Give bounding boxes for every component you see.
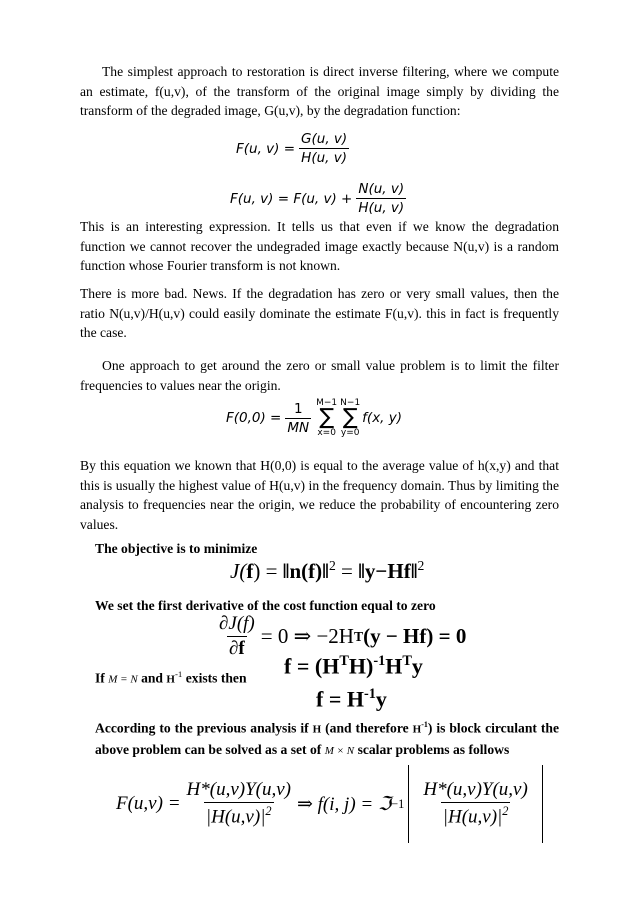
eq3-fraction (285, 401, 311, 436)
eq5-numerator: ∂J(f) (219, 613, 255, 634)
eq3-sigma-y: ∑ (342, 405, 358, 430)
equation-least-squares (284, 653, 423, 679)
condition-line: If M = N and $H^{-1}$ exists then (95, 669, 247, 686)
eq1-lhs: F(u, v) = (236, 140, 296, 157)
eq8-inverse: −1 (391, 796, 405, 811)
eq3-sum-x (316, 398, 337, 438)
eq7-start: f = H (316, 686, 364, 712)
eq8-exp-left: 2 (265, 804, 272, 819)
eq8-lhs: F(u,v) = (116, 793, 181, 814)
objective-label: The objective is to minimize (95, 541, 258, 556)
analysis-h: H (312, 723, 322, 736)
eq5-transpose: T (353, 628, 364, 644)
eq7-inverse: -1 (363, 686, 376, 702)
cond-and: and (141, 670, 163, 686)
eq5-tail: (y − Hf) = 0 (363, 624, 467, 648)
eq8-numerator-left: H*(u,v)Y(u,v) (186, 779, 291, 801)
cond-m-eq-n: M = N (108, 673, 138, 686)
equation-inverse-filter (236, 131, 353, 166)
eq4-exponent-1: 2 (328, 558, 336, 573)
eq7-y: y (375, 686, 387, 712)
eq3-term: f(x, y) (362, 410, 403, 426)
eq6-t1: T (339, 653, 349, 669)
eq3-sum-y-top: N−1 (340, 398, 361, 408)
eq3-sum-y-bottom: y=0 (340, 428, 360, 438)
paragraph-dc-component: By this equation we known that H(0,0) is equal to the average value of h(x,y) and that this is usually the highest value of H(u,v) in the frequency domain. Thus by limiting the analysis to frequencies near the origin, we reduce the probability of encountering zero values. (80, 458, 559, 532)
eq5-middle: = 0 ⇒ −2H (260, 624, 354, 648)
eq2-lhs: F(u, v) = F(u, v) + (230, 190, 353, 207)
paragraph-limit-frequencies: One approach to get around the zero or small value problem is to limit the filter frequencies to values near the origin. (80, 358, 559, 393)
paragraph-interesting-expression: This is an interesting expression. It tells us that even if we know the degradation function we cannot recover the undegraded image exactly because N(u,v) is a random function whose Fourier transform is not known. (80, 219, 559, 273)
eq8-numerator-right: H*(u,v)Y(u,v) (423, 779, 528, 801)
eq8-fraction-left (185, 779, 293, 828)
analysis-h-inv: H (412, 723, 422, 736)
eq4-exponent-2: 2 (417, 558, 425, 573)
eq6-h: H (385, 653, 403, 679)
eq1-denominator: H(u, v) (301, 150, 347, 166)
eq1-fraction (299, 131, 349, 166)
cond-if: If (95, 670, 105, 686)
eq5-fraction (217, 613, 257, 660)
eq3-numerator: 1 (293, 400, 303, 417)
eq3-sigma-x: ∑ (319, 405, 335, 430)
paragraph-inverse-filtering: The simplest approach to restoration is direct inverse filtering, where we compute an estimate, f(u,v), of the transform of the original image simply by dividing the transform of the degraded image, G(u,v), by the degradation function: (80, 64, 559, 118)
analysis-part2: (and therefore (325, 720, 409, 736)
eq8-denominator-right (441, 802, 511, 828)
equation-inverse-solution (316, 686, 387, 712)
equation-noise-term (230, 181, 410, 216)
eq3-denominator: MN (287, 419, 310, 436)
equation-average-value (226, 398, 402, 438)
eq8-exp-right: 2 (502, 804, 509, 819)
eq8-den-left-text: |H(u,v)| (205, 806, 266, 828)
eq6-start: f = (H (284, 653, 340, 679)
eq4-equals: = (265, 559, 278, 583)
eq8-arrow: ⇒ f(i, j) = ℑ (296, 793, 392, 815)
paragraph-block-circulant: According to the previous analysis if H (and therefore $H^{-1}$) is block circulant the above problem can be solved as a set of M × N scalar problems as follows (95, 720, 559, 758)
eq2-fraction (356, 181, 406, 216)
eq3-lhs: F(0,0) = (226, 410, 282, 426)
eq2-denominator: H(u, v) (358, 200, 405, 216)
eq6-inverse: -1 (373, 653, 386, 669)
eq8-denominator-left (204, 802, 274, 828)
eq6-t2: T (402, 653, 412, 669)
eq3-sum-x-top: M−1 (316, 398, 338, 408)
analysis-part4: scalar problems as follows (357, 742, 510, 758)
equation-scalar-solution (116, 765, 543, 843)
eq6-mid: H) (348, 653, 374, 679)
equation-cost-function: J(f) = ‖n(f)‖$^2$ = ‖y−Hf‖$^2$ (230, 558, 425, 583)
eq6-y: y (411, 653, 423, 679)
eq8-fraction-right (421, 779, 529, 828)
derivative-label: We set the first derivative of the cost function equal to zero (95, 598, 436, 613)
eq5-denominator: ∂f (229, 638, 245, 659)
eq1-numerator: G(u, v) (301, 131, 348, 147)
eq3-sum-y (340, 398, 360, 438)
eq2-numerator: N(u, v) (358, 181, 405, 197)
analysis-part1: According to the previous analysis if (95, 720, 309, 736)
eq8-den-right-text: |H(u,v)| (442, 806, 503, 828)
eq8-bracket (408, 765, 542, 843)
cond-h: H (166, 673, 175, 686)
paragraph-more-bad-news: There is more bad. News. If the degradation has zero or very small values, then the ratio N(u,v)/H(u,v) could easily dominate the estimate F(u,v). this in fact is frequently the case. (80, 286, 559, 340)
analysis-mxn: M × N (324, 745, 355, 758)
cond-exists: exists then (185, 670, 247, 686)
analysis-part3: ) is block circulant the above problem can be solved as a set of (95, 720, 559, 758)
eq3-sum-x-bottom: x=0 (317, 428, 336, 438)
